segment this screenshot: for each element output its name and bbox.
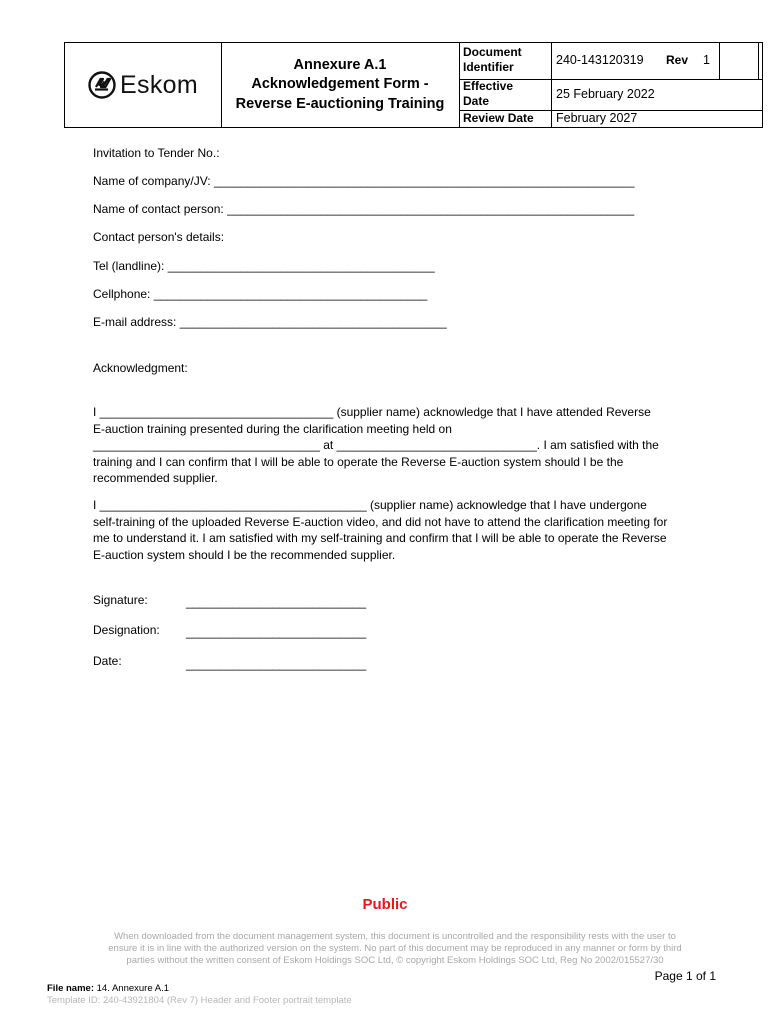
company-logo — [65, 43, 221, 127]
tel-field: Tel (landline): ________________________________________ — [93, 259, 435, 273]
effective-date-label — [459, 79, 551, 109]
contact-person-field: Name of contact person: _____________________________________________________________ — [93, 202, 635, 216]
effective-label-line-1: Effective — [463, 79, 514, 93]
date-label: Date: — [93, 654, 122, 668]
email-field: E-mail address: ________________________________________ — [93, 315, 447, 329]
document-header-table — [64, 42, 763, 128]
acknowledgment-paragraph-2 — [93, 497, 715, 563]
signature-label: Signature: — [93, 593, 148, 607]
title-line-1: Annexure A.1 — [293, 56, 387, 73]
review-date-value: February 2027 — [556, 111, 638, 125]
doc-id-value: 240-143120319 — [556, 53, 644, 67]
acknowledgment-paragraph-1 — [93, 404, 715, 487]
company-name-field: Name of company/JV: _______________________________________________________________ — [93, 174, 635, 188]
doc-id-label-line-2: Identifier — [463, 60, 514, 74]
effective-date-value: 25 February 2022 — [556, 87, 655, 101]
disclaimer-line: When downloaded from the document management system, this document is uncontrolled and the responsibility rests with the user to — [114, 931, 676, 942]
document-title — [221, 43, 459, 127]
file-name-value: 14. Annexure A.1 — [96, 983, 170, 994]
para1-line: I ___________________________________ (supplier name) acknowledge that I have attended Reverse — [93, 405, 651, 419]
designation-label: Designation: — [93, 623, 160, 637]
disclaimer-line: ensure it is in line with the authorized version on the system. No part of this document may be reproduced in any manner or form by third — [108, 943, 682, 954]
tender-number-field: Invitation to Tender No.: — [93, 146, 220, 160]
classification-label: Public — [362, 896, 408, 913]
file-name — [47, 983, 169, 995]
doc-id-label-line-1: Document — [463, 45, 522, 59]
para2-line: self-training of the uploaded Reverse E-auction video, and did not have to attend the clarification meeting for — [93, 514, 668, 529]
eskom-logo-icon — [88, 71, 116, 99]
title-line-2: Acknowledgement Form - — [251, 76, 429, 93]
disclaimer-text — [75, 931, 715, 967]
acknowledgment-heading: Acknowledgment: — [93, 361, 188, 375]
cellphone-field: Cellphone: _________________________________________ — [93, 287, 428, 301]
file-name-label: File name: — [47, 983, 94, 994]
review-date-label: Review Date — [463, 111, 534, 125]
designation-line: ___________________________ — [186, 625, 367, 639]
para1-line: recommended supplier. — [93, 471, 218, 485]
para2-line: me to understand it. I am satisfied with my self-training and confirm that I will be able to operate the Reverse — [93, 531, 667, 545]
para2-line: E-auction system should I be the recommended supplier. — [93, 547, 396, 562]
rev-label: Rev — [666, 53, 689, 67]
rev-value: 1 — [703, 53, 710, 67]
title-line-3: Reverse E-auctioning Training — [235, 95, 445, 112]
effective-label-line-2: Date — [463, 94, 490, 108]
para2-line: I ________________________________________ (supplier name) acknowledge that I have undergone — [93, 498, 647, 512]
company-name: Eskom — [120, 70, 198, 99]
para1-line: E-auction training presented during the clarification meeting held on — [93, 421, 452, 436]
template-id: Template ID: 240-43921804 (Rev 7) Header and Footer portrait template — [47, 995, 352, 1006]
para1-line: __________________________________ at ______________________________. I am satisfied with the — [93, 438, 659, 452]
doc-id-label — [459, 45, 551, 75]
page-number: Page 1 of 1 — [654, 969, 716, 983]
signature-line: ___________________________ — [186, 595, 367, 609]
para1-line: training and I can confirm that I will be able to operate the Reverse E-auction system should I be the — [93, 454, 624, 469]
disclaimer-line: parties without the written consent of Eskom Holdings SOC Ltd, © copyright Eskom Holdings SOC Ltd, Reg No 2002/015527/30 — [126, 955, 664, 966]
date-line: ___________________________ — [186, 657, 367, 671]
contact-details-heading: Contact person's details: — [93, 230, 225, 244]
